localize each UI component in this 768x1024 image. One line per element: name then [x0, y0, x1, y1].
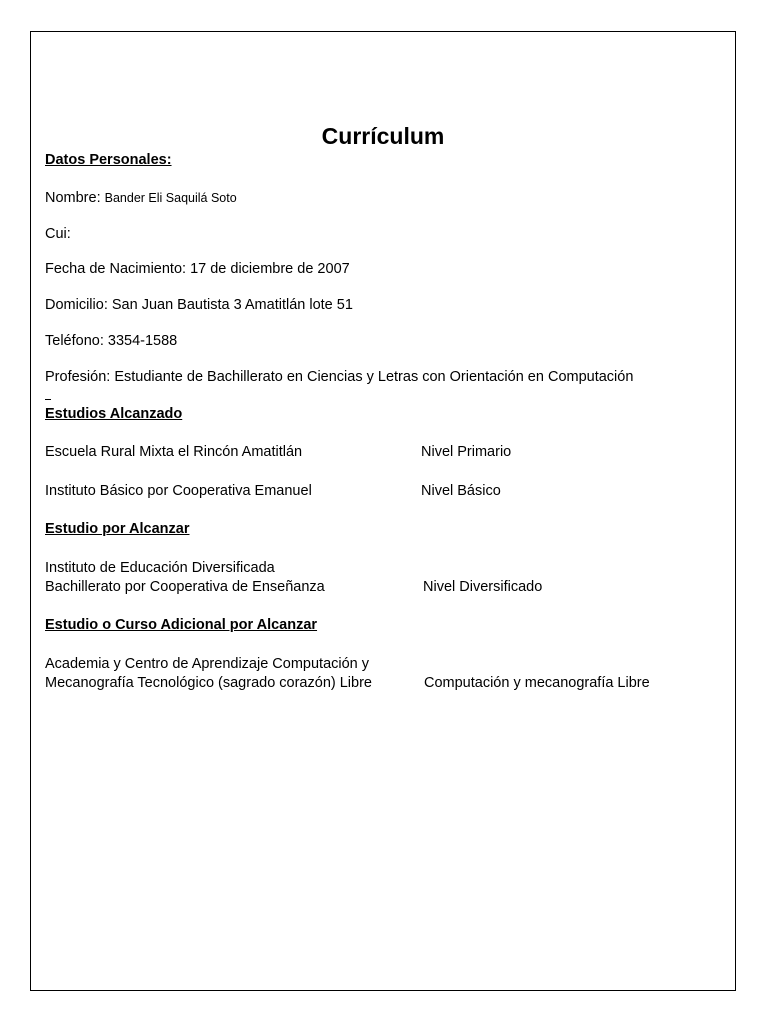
cui-line [45, 225, 71, 243]
studies-done-heading: Estudios Alcanzado [45, 406, 183, 422]
personal-data-heading: Datos Personales: [45, 152, 172, 168]
document-page [30, 31, 736, 991]
additional-school-line-2: Mecanografía Tecnológico (sagrado corazón) Libre [45, 675, 372, 691]
studies-done-level-2: Nivel Básico [421, 483, 501, 499]
cui-label: Cui: [45, 226, 71, 242]
profession-value: Estudiante de Bachillerato en Ciencias y Letras con Orientación en Computación [114, 369, 634, 385]
document-title: Currículum [321, 123, 445, 149]
phone-line [45, 332, 177, 350]
address-label: Domicilio: [45, 297, 112, 313]
stray-underline-mark [45, 399, 51, 400]
studies-done-school-1: Escuela Rural Mixta el Rincón Amatitlán [45, 444, 303, 460]
studies-done-level-1: Nivel Primario [421, 444, 512, 460]
address-line [45, 296, 353, 314]
profession-label: Profesión: [45, 369, 115, 385]
name-value: Bander Eli Saquilá Soto [104, 191, 237, 205]
profession-line [45, 368, 633, 386]
phone-label: Teléfono: [45, 333, 108, 349]
studies-pending-level: Nivel Diversificado [423, 579, 543, 595]
studies-pending-school-line-1: Instituto de Educación Diversificada [45, 560, 275, 576]
name-label: Nombre: [45, 190, 105, 206]
phone-value: 3354-1588 [107, 333, 178, 349]
birth-date-value: 17 de diciembre de 2007 [190, 261, 350, 277]
studies-pending-school-line-2: Bachillerato por Cooperativa de Enseñanza [45, 579, 325, 595]
birth-date-label: Fecha de Nacimiento: [45, 261, 191, 277]
studies-pending-heading: Estudio por Alcanzar [45, 521, 190, 537]
additional-course: Computación y mecanografía Libre [424, 675, 650, 691]
address-value: San Juan Bautista 3 Amatitlán lote 51 [111, 297, 353, 313]
name-line [45, 189, 237, 207]
studies-done-school-2: Instituto Básico por Cooperativa Emanuel [45, 483, 312, 499]
additional-school-line-1: Academia y Centro de Aprendizaje Computación y [45, 656, 370, 672]
birth-date-line [45, 260, 350, 278]
additional-course-heading: Estudio o Curso Adicional por Alcanzar [45, 617, 318, 633]
